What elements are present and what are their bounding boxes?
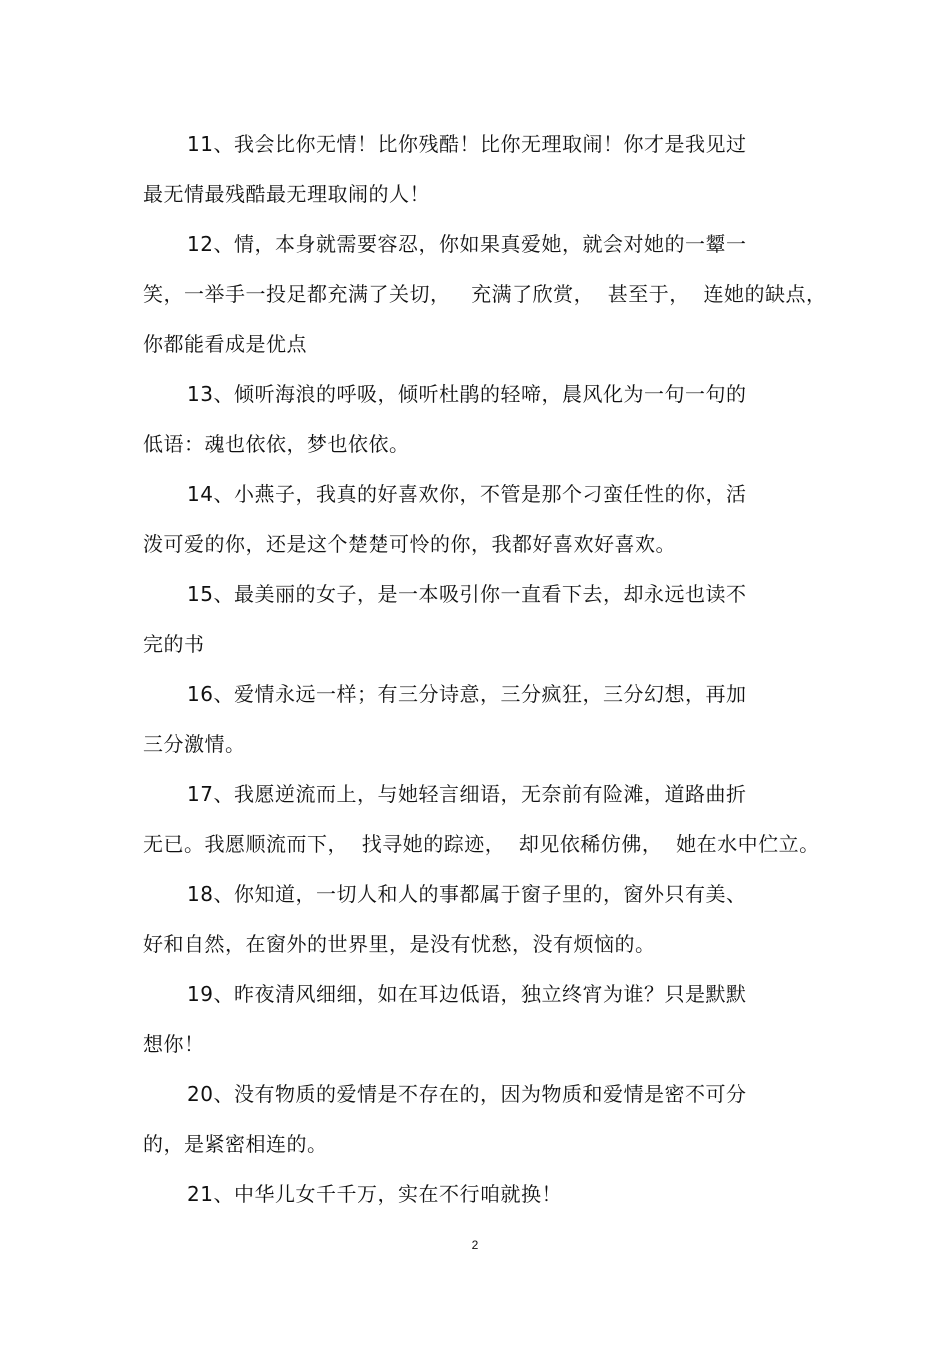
paragraph-14-line-2: 泼可爱的你，还是这个楚楚可怜的你，我都好喜欢好喜欢。 bbox=[143, 532, 676, 556]
paragraph-20-line-2: 的，是紧密相连的。 bbox=[143, 1132, 328, 1156]
paragraph-20-line-1: 20、没有物质的爱情是不存在的，因为物质和爱情是密不可分 bbox=[187, 1082, 747, 1106]
page-number: 2 bbox=[471, 1238, 479, 1252]
paragraph-14-line-1: 14、小燕子，我真的好喜欢你，不管是那个刁蛮任性的你，活 bbox=[187, 482, 747, 506]
paragraph-15-line-2: 完的书 bbox=[143, 632, 205, 656]
paragraph-11-line-1: 11、我会比你无情！比你残酷！比你无理取闹！你才是我见过 bbox=[187, 132, 747, 156]
paragraph-12-line-3: 你都能看成是优点 bbox=[143, 332, 307, 356]
paragraph-15-line-1: 15、最美丽的女子，是一本吸引你一直看下去，却永远也读不 bbox=[187, 582, 747, 606]
paragraph-17-line-2: 无已。我愿顺流而下， 找寻她的踪迹， 却见依稀仿佛， 她在水中伫立。 bbox=[143, 832, 820, 856]
paragraph-21-line-1: 21、中华儿女千千万，实在不行咱就换！ bbox=[187, 1182, 562, 1206]
paragraph-19-line-2: 想你！ bbox=[143, 1032, 205, 1056]
paragraph-12-line-1: 12、情，本身就需要容忍，你如果真爱她，就会对她的一颦一 bbox=[187, 232, 747, 256]
paragraph-17-line-1: 17、我愿逆流而上，与她轻言细语，无奈前有险滩，道路曲折 bbox=[187, 782, 747, 806]
paragraph-19-line-1: 19、昨夜清风细细，如在耳边低语，独立终宵为谁？只是默默 bbox=[187, 982, 747, 1006]
paragraph-16-line-2: 三分激情。 bbox=[143, 732, 246, 756]
paragraph-18-line-1: 18、你知道，一切人和人的事都属于窗子里的，窗外只有美、 bbox=[187, 882, 747, 906]
paragraph-13-line-1: 13、倾听海浪的呼吸，倾听杜鹃的轻啼，晨风化为一句一句的 bbox=[187, 382, 747, 406]
paragraph-12-line-2: 笑，一举手一投足都充满了关切， 充满了欣赏， 甚至于， 连她的缺点， bbox=[143, 282, 827, 306]
paragraph-18-line-2: 好和自然，在窗外的世界里，是没有忧愁，没有烦恼的。 bbox=[143, 932, 656, 956]
paragraph-16-line-1: 16、爱情永远一样；有三分诗意，三分疯狂，三分幻想，再加 bbox=[187, 682, 747, 706]
paragraph-11-line-2: 最无情最残酷最无理取闹的人！ bbox=[143, 182, 430, 206]
paragraph-13-line-2: 低语：魂也依依，梦也依依。 bbox=[143, 432, 410, 456]
